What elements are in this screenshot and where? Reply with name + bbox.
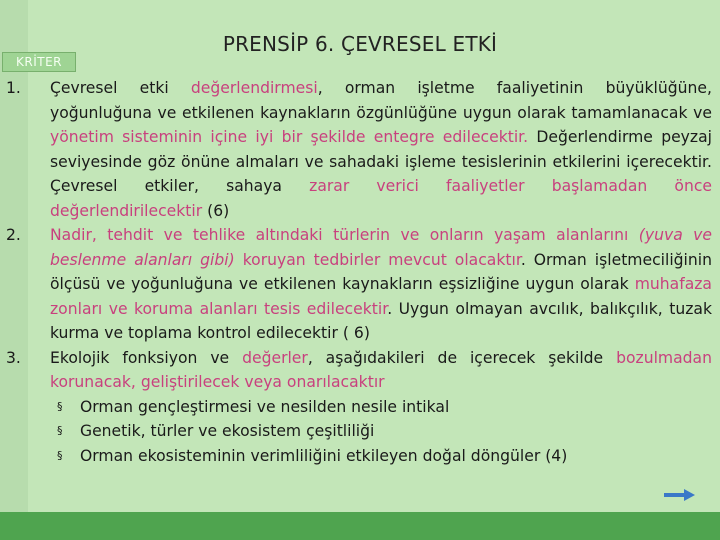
list-item-1 [0, 76, 712, 223]
item-number: 3. [6, 348, 21, 367]
list-item-2 [0, 223, 712, 346]
bullet-text: Genetik, türler ve ekosistem çeşitliliği [80, 422, 375, 440]
text-segment: Çevresel etki [50, 79, 191, 97]
item-number: 1. [6, 79, 21, 97]
item-text [50, 226, 712, 342]
content-area [0, 76, 712, 468]
sub-bullet-item [0, 444, 712, 469]
sub-bullet-list [0, 395, 712, 469]
arrow-right-icon[interactable] [662, 488, 696, 502]
highlighted-text: değerler [242, 348, 308, 367]
bullet-icon: § [57, 399, 63, 413]
highlighted-text: muhafaza zonları ve koruma alanları tesis edilecektir [50, 275, 712, 318]
bullet-text: (4) [540, 446, 568, 465]
bullet-icon: § [57, 448, 63, 462]
highlighted-text: değerlendirmesi [190, 79, 318, 97]
slide-title: PRENSİP 6. ÇEVRESEL ETKİ [222, 32, 498, 56]
sub-bullet-item [0, 419, 712, 444]
bottom-bar [0, 512, 720, 540]
item-text [50, 79, 712, 220]
bullet-text: Orman ekosisteminin verimliliğini etkileyen doğal döngüler [80, 446, 541, 465]
highlighted-text: yönetim sisteminin içine iyi bir şekilde entegre edilecektir. [50, 128, 529, 146]
highlighted-text: bozulmadan korunacak, geliştirilecek veya onarılacaktır [50, 348, 713, 391]
text-segment: . Orman işletmeciliğinin ölçüsü ve yoğunluğuna ve etkilenen kaynakların eşsizliğine uygun olarak [50, 250, 712, 293]
criterion-badge: KRİTER [2, 52, 76, 72]
highlighted-text: koruyan tedbirler mevcut olacaktır [234, 250, 521, 269]
text-segment: Ekolojik fonksiyon ve [50, 348, 243, 367]
text-segment: , orman işletme faaliyetinin büyüklüğüne, yoğunluğuna ve etkilenen kaynakların özgünlüğüne uygun olarak tamamlanacak ve [50, 79, 712, 122]
bullet-icon: § [57, 424, 63, 437]
item-number: 2. [6, 226, 21, 244]
list-item-3 [0, 346, 712, 395]
sub-bullet-item [0, 395, 712, 420]
italic-text: (yuva ve beslenme alanları gibi) [50, 226, 712, 269]
text-segment: . Uygun olmayan avcılık, balıkçılık, tuzak kurma ve toplama kontrol edilecektir ( 6) [50, 299, 712, 342]
item-text [50, 349, 712, 392]
highlighted-text: Nadir, tehdit ve tehlike altındaki türlerin ve onların yaşam alanlarını [50, 226, 639, 244]
highlighted-text: zarar verici faaliyetler başlamadan önce değerlendirilecektir [50, 177, 712, 220]
text-segment: (6) [202, 201, 230, 220]
text-segment: Değerlendirme peyzaj seviyesinde göz önüne almaları ve sahadaki işleme tesislerinin etkilerini içerecektir. Çevresel etkiler, sahaya [50, 128, 712, 195]
bullet-text: Orman gençleştirmesi ve nesilden nesile intikal [80, 397, 450, 416]
text-segment: , aşağıdakileri de içerecek şekilde [307, 348, 617, 367]
